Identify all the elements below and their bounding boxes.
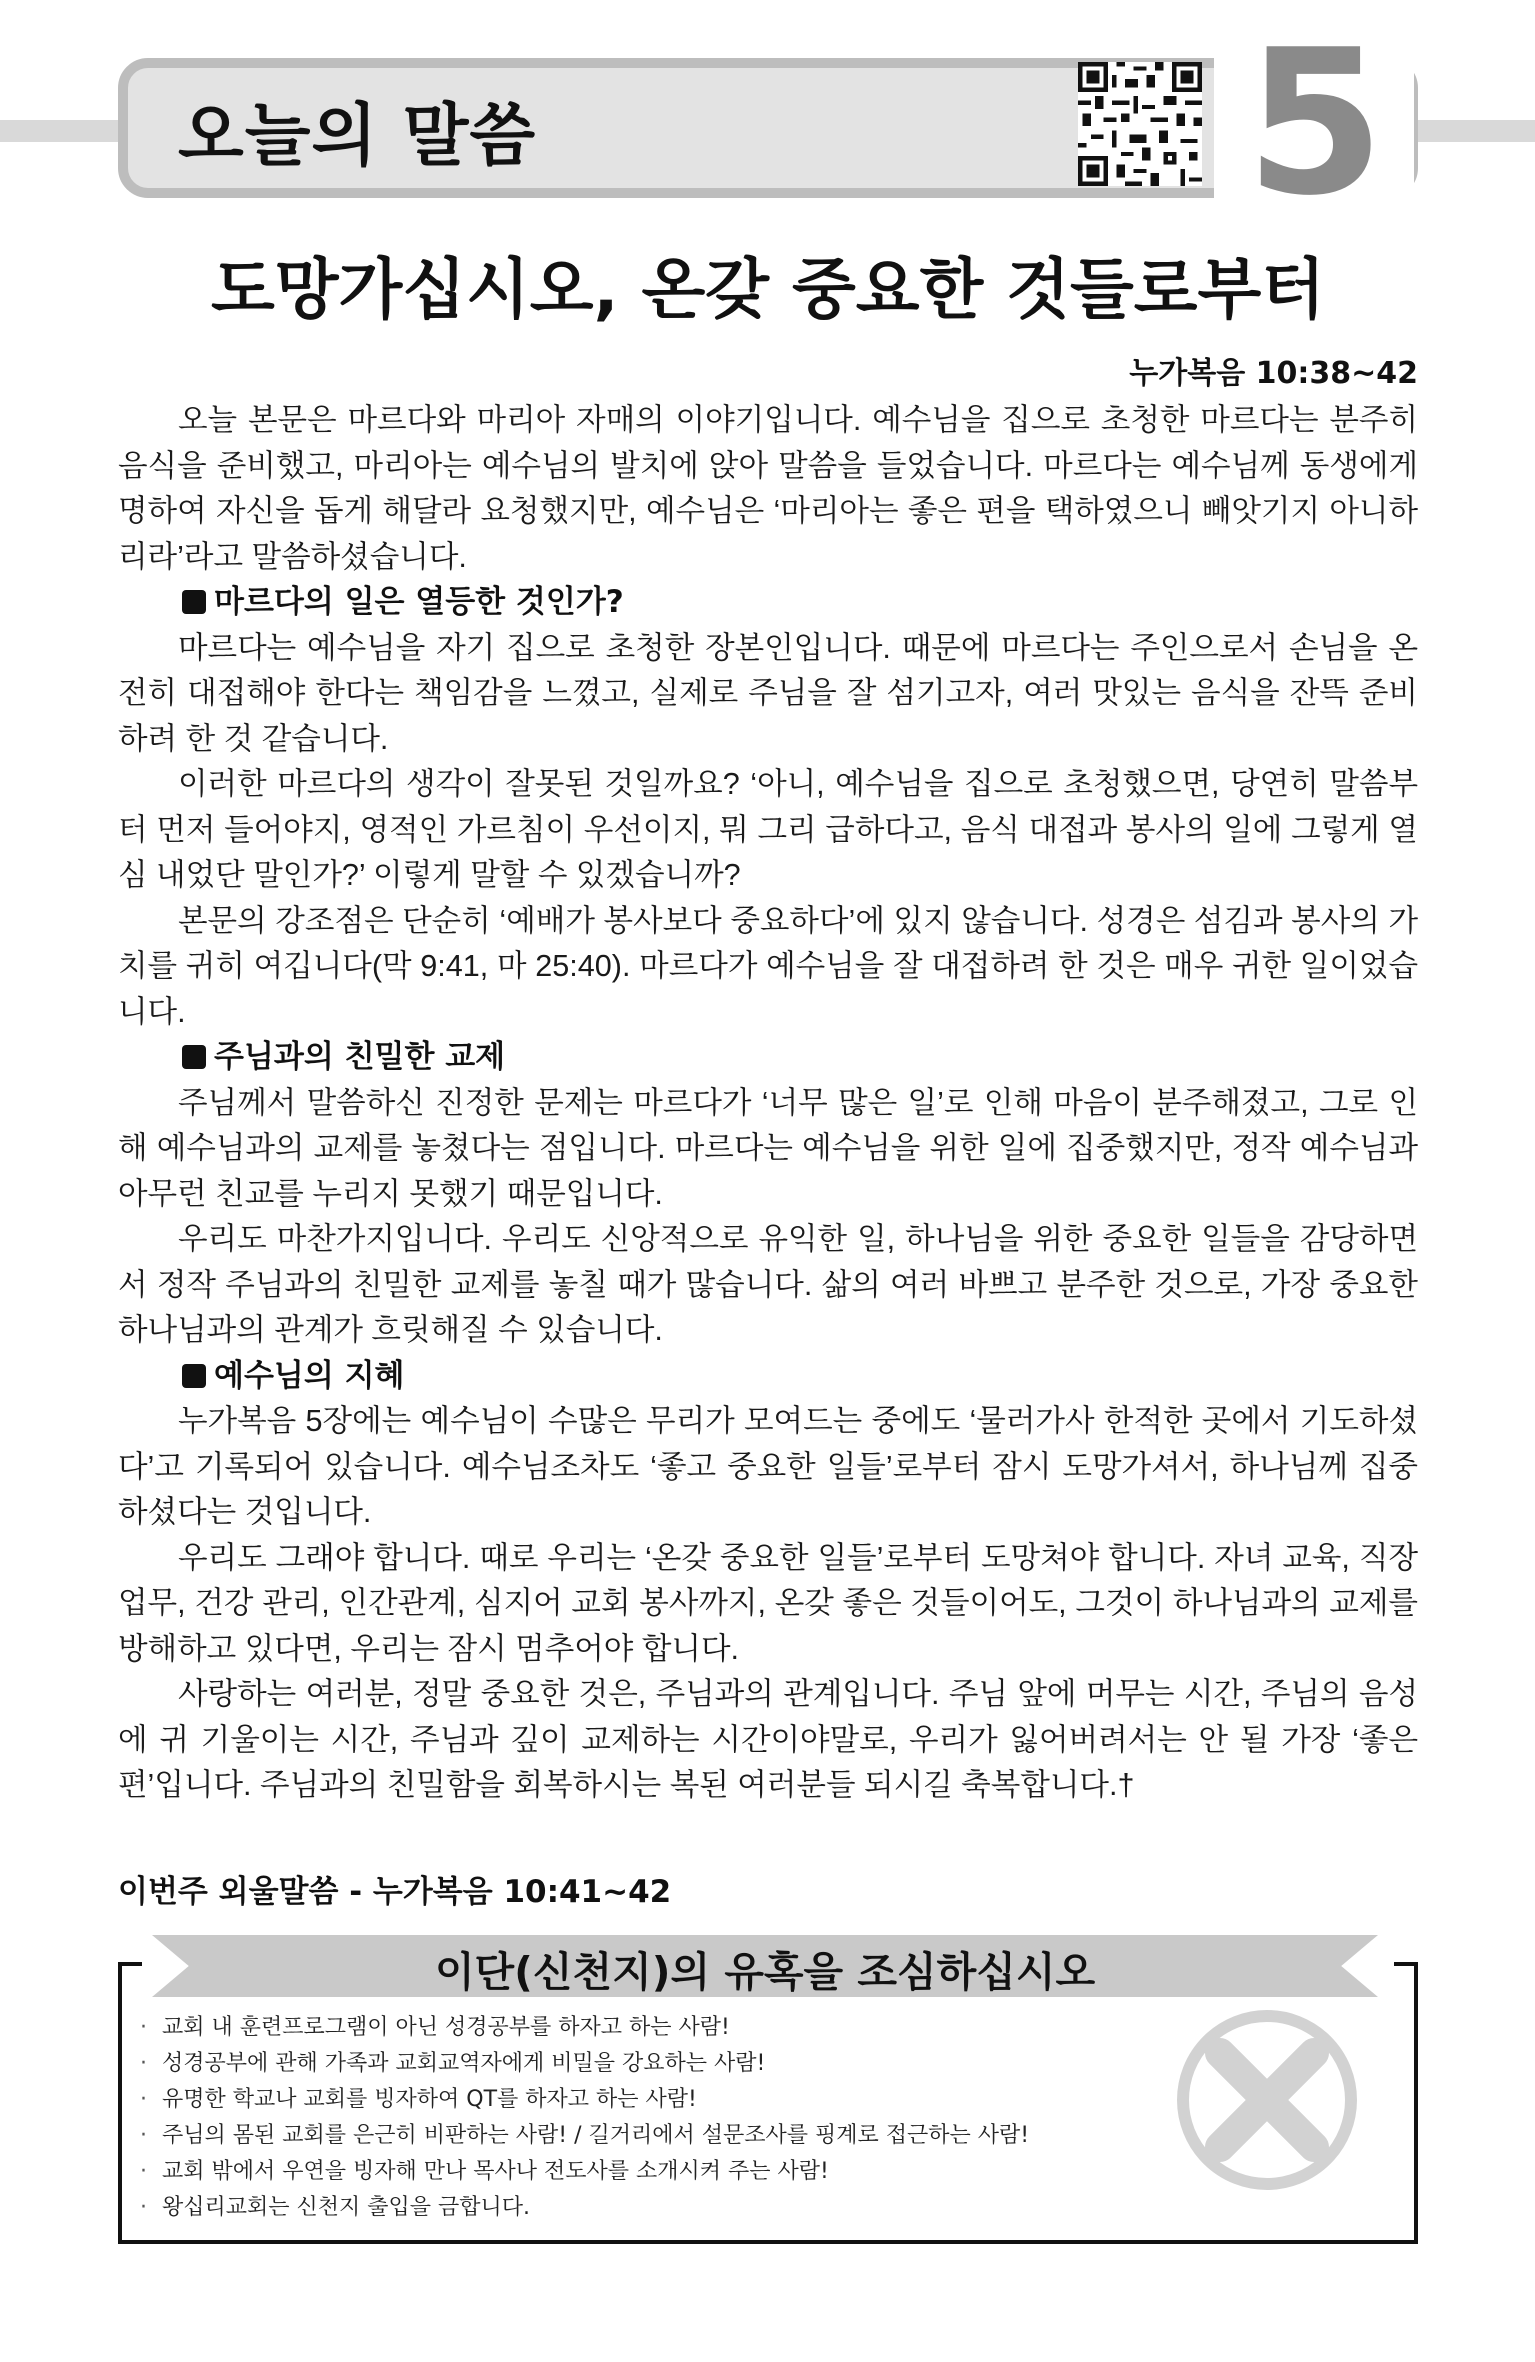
paragraph: 마르다는 예수님을 자기 집으로 초청한 장본인입니다. 때문에 마르다는 주인으로서 손님을 온전히 대접해야 한다는 책임감을 느꼈고, 실제로 주님을 잘 섬기고자, 여러 맛있는 음식을 잔뜩 준비하려 한 것 같습니다. [118, 630, 1418, 756]
paragraph: 우리도 마찬가지입니다. 우리도 신앙적으로 유익한 일, 하나님을 위한 중요한 일들을 감당하면서 정작 주님과의 친밀한 교제를 놓칠 때가 많습니다. 삶의 여러 바쁘고 분주한 것으로, 가장 중요한 하나님과의 관계가 흐릿해질 수 있습니다. [118, 1222, 1418, 1347]
warning-list [140, 2010, 1180, 2226]
square-bullet-icon [182, 1364, 206, 1388]
list-item: · 왕십리교회는 신천지 출입을 금합니다. [140, 2190, 1180, 2226]
warning-box-corner [1394, 1962, 1418, 1966]
subheading: 주님과의 친밀한 교제 [118, 1035, 1418, 1081]
warning-title: 이단(신천지)의 유혹을 조심하십시오 [434, 1948, 1096, 1996]
paragraph: 누가복음 5장에는 예수님이 수많은 무리가 모여드는 중에도 ‘물러가사 한적한 곳에서 기도하셨다’고 기록되어 있습니다. 예수님조차도 ‘좋고 중요한 일들’로부터 잠시 도망가셔서, 하나님께 집중하셨다는 것입니다. [118, 1404, 1418, 1529]
paragraph: 주님께서 말씀하신 진정한 문제는 마르다가 ‘너무 많은 일’로 인해 마음이 분주해졌고, 그로 인해 예수님과의 교제를 놓쳤다는 점입니다. 마르다는 예수님을 위한 일에 집중했지만, 정작 예수님과 아무런 친교를 누리지 못했기 때문입니다. [118, 1085, 1418, 1211]
list-item: · 성경공부에 관해 가족과 교회교역자에게 비밀을 강요하는 사람! [140, 2046, 1180, 2082]
qr-code-icon[interactable] [1078, 62, 1202, 186]
section-title: 오늘의 말씀 [178, 97, 537, 176]
list-item: · 교회 내 훈련프로그램이 아닌 성경공부를 하자고 하는 사람! [140, 2010, 1180, 2046]
paragraph: 본문의 강조점은 단순히 ‘예배가 봉사보다 중요하다’에 있지 않습니다. 성경은 섬김과 봉사의 가치를 귀히 여깁니다(막 9:41, 마 25:40). 마르다가 예수님을 잘 대접하려 한 것은 매우 귀한 일이었습니다. [118, 903, 1418, 1029]
paragraph: 오늘 본문은 마르다와 마리아 자매의 이야기입니다. 예수님을 집으로 초청한 마르다는 분주히 음식을 준비했고, 마리아는 예수님의 발치에 앉아 말씀을 들었습니다. 마르다는 예수님께 동생에게 명하여 자신을 돕게 해달라 요청했지만, 예수님은 ‘마리아는 좋은 편을 택하였으니 빼앗기지 아니하리라’라고 말씀하셨습니다. [118, 403, 1418, 574]
sermon-title: 도망가십시오, 온갖 중요한 것들로부터 [210, 251, 1326, 328]
page-number: 5 [1245, 7, 1385, 240]
prohibition-x-icon [1172, 2005, 1362, 2195]
list-item: · 교회 밖에서 우연을 빙자해 만나 목사나 전도사를 소개시켜 주는 사람! [140, 2154, 1180, 2190]
paragraph: 이러한 마르다의 생각이 잘못된 것일까요? ‘아니, 예수님을 집으로 초청했으면, 당연히 말씀부터 먼저 들어야지, 영적인 가르침이 우선이지, 뭐 그리 급하다고, 음식 대접과 봉사의 일에 그렇게 열심 내었단 말인가?’ 이렇게 말할 수 있겠습니까? [118, 767, 1418, 892]
list-item: · 유명한 학교나 교회를 빙자하여 QT를 하자고 하는 사람! [140, 2082, 1180, 2118]
square-bullet-icon [182, 1045, 206, 1069]
scripture-reference: 누가복음 10:38~42 [1129, 356, 1418, 391]
square-bullet-icon [182, 590, 206, 614]
paragraph: 사랑하는 여러분, 정말 중요한 것은, 주님과의 관계입니다. 주님 앞에 머무는 시간, 주님의 음성에 귀 기울이는 시간, 주님과 깊이 교제하는 시간이야말로, 우리가 잃어버려서는 안 될 가장 ‘좋은 편’입니다. 주님과의 친밀함을 회복하시는 복된 여러분들 되시길 축복합니다.† [118, 1677, 1418, 1802]
memory-verse: 이번주 외울말씀 - 누가복음 10:41~42 [118, 1874, 672, 1910]
sermon-body [118, 398, 1418, 1809]
paragraph: 우리도 그래야 합니다. 때로 우리는 ‘온갖 중요한 일들’로부터 도망쳐야 합니다. 자녀 교육, 직장 업무, 건강 관리, 인간관계, 심지어 교회 봉사까지, 온갖 좋은 것들이어도, 그것이 하나님과의 교제를 방해하고 있다면, 우리는 잠시 멈추어야 합니다. [118, 1540, 1418, 1666]
subheading: 마르다의 일은 열등한 것인가? [118, 580, 1418, 626]
warning-box-corner [118, 1962, 142, 1966]
subheading: 예수님의 지혜 [118, 1354, 1418, 1400]
list-item: · 주님의 몸된 교회를 은근히 비판하는 사람! / 길거리에서 설문조사를 핑계로 접근하는 사람! [140, 2118, 1180, 2154]
